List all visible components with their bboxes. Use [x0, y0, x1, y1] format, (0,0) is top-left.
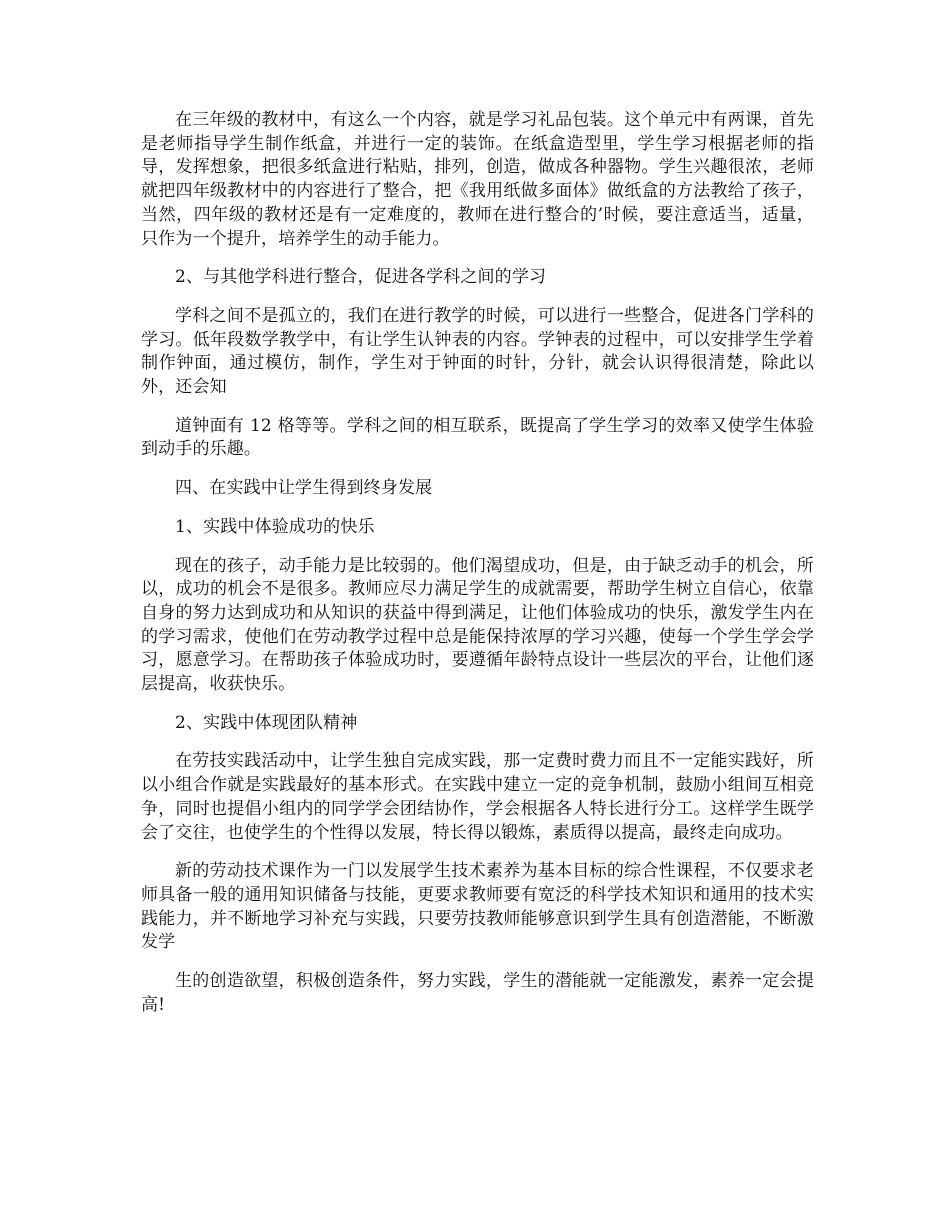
paragraph-group-cooperation: 在劳技实践活动中，让学生独自完成实践，那一定费时费力而且不一定能实践好，所以小组合作就是实践最好的基本形式。在实践中建立一定的竞争机制，鼓励小组间互相竞争，同时也提倡小组内的同学学会团结协作，学会根据各人特长进行分工。这样学生既学会了交往，也使学生的个性得以发展，特长得以锻炼，素质得以提高，最终走向成功。	[141, 751, 814, 843]
paragraph-gift-packaging: 在三年级的教材中，有这么一个内容，就是学习礼品包装。这个单元中有两课，首先是老师指导学生制作纸盒，并进行一定的装饰。在纸盒造型里，学生学习根据老师的指导，发挥想象，把很多纸盒进行粘贴，排列，创造，做成各种器物。学生兴趣很浓，老师就把四年级教材中的内容进行了整合，把《我用纸做多面体》做纸盒的方法教给了孩子，当然，四年级的教材还是有一定难度的，教师在进行整合的’时候，要注意适当，适量，只作为一个提升，培养学生的动手能力。	[141, 110, 814, 249]
paragraph-clock-face: 道钟面有 12 格等等。学科之间的相互联系，既提高了学生学习的效率又使学生体验到动手的乐趣。	[141, 415, 814, 460]
document-body	[141, 109, 814, 1033]
heading-subject-integration: 2、与其他学科进行整合，促进各学科之间的学习	[175, 267, 547, 288]
heading-experience-success: 1、实践中体验成功的快乐	[175, 516, 375, 537]
paragraph-new-curriculum: 新的劳动技术课作为一门以发展学生技术素养为基本目标的综合性课程，不仅要求老师具备一般的通用知识储备与技能，更要求教师要有宽泛的科学技术知识和通用的技术实践能力，并不断地学习补充与实践，只要劳技教师能够意识到学生具有创造潜能，不断激发学	[141, 861, 814, 953]
paragraph-children-hands-on: 现在的孩子，动手能力是比较弱的。他们渴望成功，但是，由于缺乏动手的机会，所以，成功的机会不是很多。教师应尽力满足学生的成就需要，帮助学生树立自信心，依靠自身的努力达到成功和从知识的获益中得到满足，让他们体验成功的快乐，激发学生内在的学习需求，使他们在劳动教学过程中总是能保持浓厚的学习兴趣，使每一个学生学会学习，愿意学习。在帮助孩子体验成功时，要遵循年龄特点设计一些层次的平台，让他们逐层提高，收获快乐。	[141, 555, 814, 695]
paragraph-subjects-not-isolated: 学科之间不是孤立的，我们在进行教学的时候，可以进行一些整合，促进各门学科的学习。低年段数学教学中，有让学生认钟表的内容。学钟表的过程中，可以安排学生学着制作钟面，通过模仿，制作，学生对于钟面的时针，分针，就会认识得很清楚，除此以外，还会知	[141, 305, 814, 398]
paragraph-conclusion: 生的创造欲望，积极创造条件，努力实践，学生的潜能就一定能激发，素养一定会提高!	[141, 971, 814, 1015]
heading-team-spirit: 2、实践中体现团队精神	[175, 712, 358, 733]
heading-lifelong-development: 四、在实践中让学生得到终身发展	[175, 478, 433, 499]
